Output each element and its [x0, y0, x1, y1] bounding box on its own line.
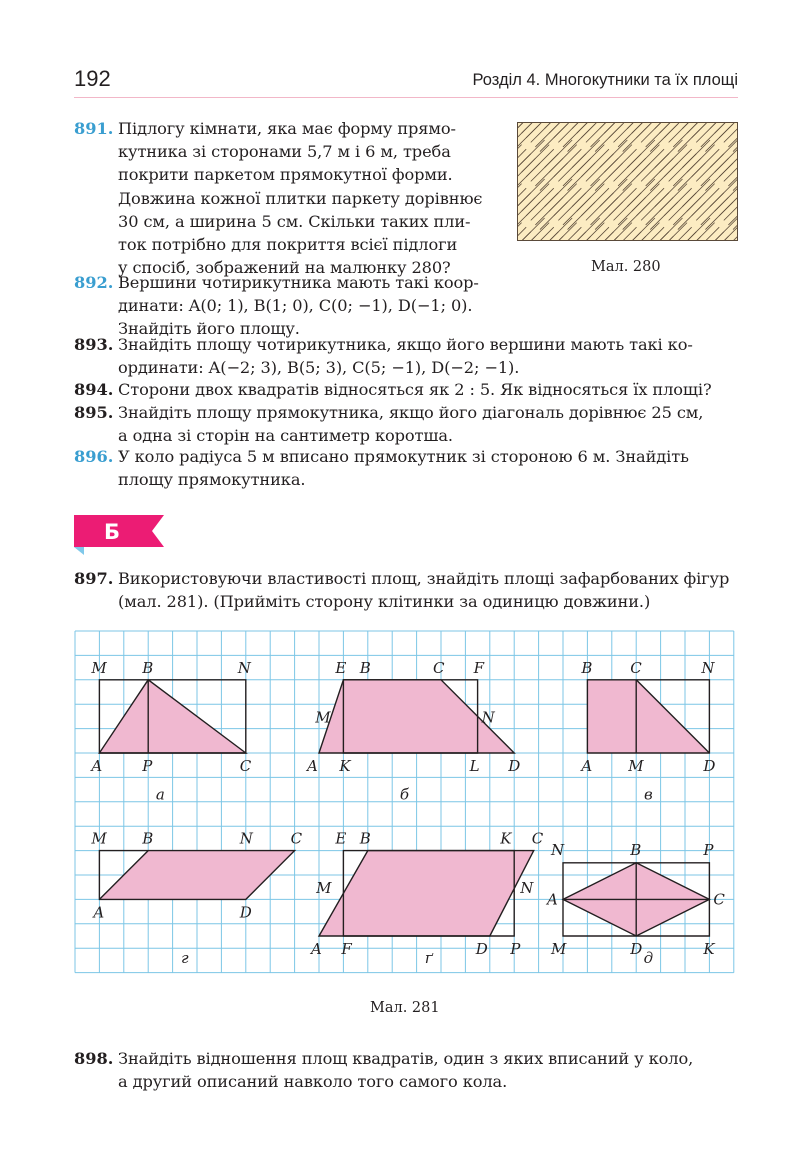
- text-line: Знайдіть його площу.: [118, 319, 300, 339]
- point-label: C: [630, 658, 642, 677]
- text-line: Використовуючи властивості площ, знайдіть площі зафарбованих фігур: [118, 569, 730, 588]
- point-label: M: [91, 829, 107, 848]
- problem-891-number: 891.: [74, 119, 114, 138]
- text-line: покрити паркетом прямокутної форми.: [118, 165, 453, 185]
- point-label: N: [701, 658, 715, 677]
- text-line: (мал. 281). (Прийміть сторону клітинки за одиницю довжини.): [118, 592, 651, 612]
- text-line: а другий описаний навколо того самого кола.: [118, 1072, 508, 1092]
- point-label: B: [142, 658, 154, 677]
- point-label: E: [335, 658, 347, 677]
- point-label: D: [703, 757, 716, 775]
- header-rule: [74, 97, 738, 98]
- point-label: B: [630, 840, 642, 859]
- text-line: Знайдіть площу прямокутника, якщо його діагональ дорівнює 25 см,: [118, 403, 704, 422]
- point-label: D: [630, 940, 643, 958]
- page-number: 192: [74, 66, 111, 91]
- point-label: B: [359, 658, 371, 677]
- point-label: A: [307, 757, 318, 775]
- point-label: K: [703, 940, 715, 958]
- point-label: L: [469, 757, 480, 775]
- problem-898-number: 898.: [74, 1049, 114, 1068]
- point-label: N: [237, 658, 251, 677]
- problem-893-text: [118, 333, 738, 379]
- problem-897-number: 897.: [74, 569, 114, 588]
- point-label: C: [433, 658, 445, 677]
- parquet-figure: [517, 122, 738, 241]
- point-label: C: [239, 757, 252, 775]
- panel-label-ge: ґ: [424, 948, 433, 967]
- text-line: ток потрібно для покриття всієї підлоги: [118, 235, 458, 255]
- point-label: F: [473, 658, 485, 677]
- text-line: Підлогу кімнати, яка має форму прямо-: [118, 119, 456, 138]
- panel-ge-parallelogram: [319, 851, 534, 936]
- point-label: N: [551, 840, 565, 859]
- point-label: A: [93, 903, 105, 922]
- panel-label-v: в: [644, 785, 653, 804]
- point-label: C: [713, 890, 725, 909]
- problem-894-number: 894.: [74, 380, 114, 399]
- point-label: C: [290, 829, 303, 848]
- text-line: У коло радіуса 5 м вписано прямокутник зі стороною 6 м. Знайдіть: [118, 447, 689, 466]
- text-line: Сторони двох квадратів відносяться як 2 : 5. Як відносяться їх площі?: [118, 380, 712, 399]
- point-label: A: [547, 890, 558, 909]
- point-label: C: [531, 829, 544, 848]
- point-label: E: [335, 829, 347, 848]
- panel-label-g: г: [181, 948, 189, 967]
- panel-label-d: д: [643, 948, 654, 967]
- problem-892-text: [118, 271, 490, 341]
- panel-label-a: а: [155, 785, 165, 804]
- problem-898-text: [118, 1047, 738, 1093]
- text-line: Знайдіть площу чотирикутника, якщо його вершини мають такі ко-: [118, 335, 693, 354]
- point-label: D: [239, 903, 252, 922]
- point-label: A: [581, 757, 593, 775]
- problem-896-text: [118, 445, 738, 491]
- point-label: K: [500, 829, 512, 848]
- point-label: M: [315, 708, 331, 727]
- text-line: у спосіб, зображений на малюнку 280?: [118, 258, 451, 278]
- point-label: A: [91, 757, 103, 775]
- figure-281-caption: Мал. 281: [370, 1000, 440, 1016]
- problem-894-text: [118, 378, 738, 401]
- panel-label-b: б: [399, 785, 409, 804]
- point-label: P: [510, 940, 521, 958]
- section-letter: Б: [104, 520, 121, 544]
- text-line: Знайдіть відношення площ квадратів, один з яких вписаний у коло,: [118, 1049, 694, 1068]
- problem-896-number: 896.: [74, 447, 114, 466]
- point-label: D: [508, 757, 521, 775]
- text-line: а одна зі сторін на сантиметр коротша.: [118, 426, 453, 446]
- point-label: N: [520, 879, 534, 898]
- point-label: N: [481, 708, 495, 727]
- figure-280-caption: Мал. 280: [591, 259, 661, 275]
- figure-281-grid: [74, 630, 738, 975]
- point-label: D: [475, 940, 488, 958]
- problem-891-text: [118, 117, 490, 279]
- problem-895-number: 895.: [74, 403, 114, 422]
- problem-895-text: [118, 401, 738, 447]
- text-line: площу прямокутника.: [118, 470, 306, 490]
- problem-897-text: [118, 567, 738, 613]
- point-label: P: [142, 757, 153, 775]
- figure-shapes: [99, 680, 709, 936]
- point-label: B: [581, 658, 593, 677]
- text-line: Довжина кожної плитки паркету дорівнює: [118, 188, 483, 208]
- badge-fold: [74, 547, 84, 555]
- point-label: B: [359, 829, 371, 848]
- point-label: P: [703, 840, 714, 859]
- point-label: F: [341, 940, 352, 958]
- point-label: N: [239, 829, 253, 848]
- point-label: K: [339, 757, 351, 775]
- panel-v-trapezoid: [587, 680, 709, 753]
- point-label: M: [316, 879, 332, 898]
- section-title: Розділ 4. Многокутники та їх площі: [472, 71, 738, 89]
- point-label: M: [551, 940, 567, 958]
- text-line: 30 см, а ширина 5 см. Скільки таких пли-: [118, 211, 471, 231]
- point-label: M: [91, 658, 107, 677]
- text-line: кутника зі сторонами 5,7 м і 6 м, треба: [118, 142, 451, 162]
- text-line: динати: A(0; 1), B(1; 0), C(0; −1), D(−1; 0).: [118, 296, 473, 316]
- text-line: ординати: A(−2; 3), B(5; 3), C(5; −1), D(−2; −1).: [118, 358, 520, 378]
- panel-g-parallelogram: [99, 851, 294, 900]
- point-label: B: [142, 829, 154, 848]
- problem-892-number: 892.: [74, 273, 114, 292]
- point-label: A: [311, 940, 322, 958]
- text-line: Вершини чотирикутника мають такі коор-: [118, 273, 479, 292]
- problem-893-number: 893.: [74, 335, 114, 354]
- point-label: M: [628, 757, 644, 775]
